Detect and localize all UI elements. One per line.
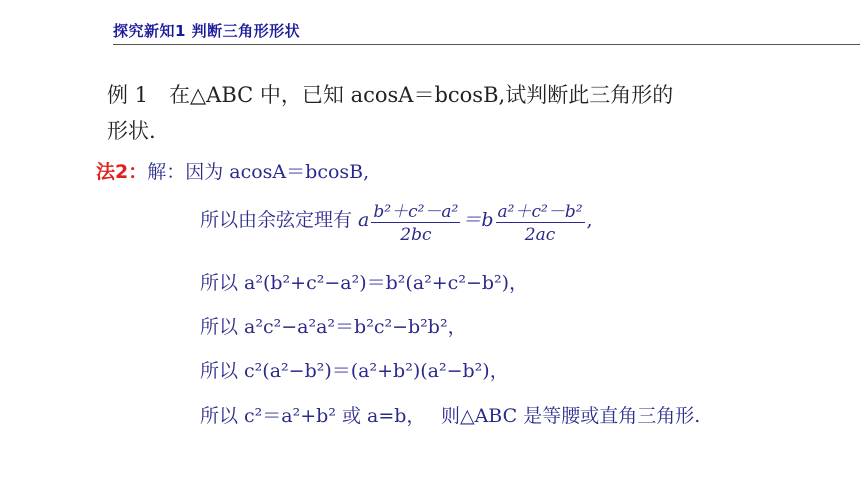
header-divider <box>113 44 860 45</box>
method-label: 法2： <box>96 161 148 183</box>
fraction-1-numerator: b²＋c²－a² <box>371 197 460 223</box>
fraction-2-numerator: a²＋c²－b² <box>496 197 585 223</box>
step1-prefix: 所以由余弦定理有 <box>200 209 359 231</box>
example-line-1: 例 1 在△ABC 中，已知 acosA＝bcosB,试判断此三角形的 <box>107 83 674 107</box>
step-3: 所以 a²c²−a²a²＝b²c²−b²b²， <box>200 316 467 338</box>
step-5-conclusion: 所以 c²＝a²+b² 或 a=b， 则△ABC 是等腰或直角三角形. <box>200 405 701 427</box>
step-4: 所以 c²(a²−b²)＝(a²+b²)(a²−b²)， <box>200 360 509 382</box>
example-problem <box>107 77 673 149</box>
fraction-2-denominator: 2ac <box>524 225 556 245</box>
step1-a: a <box>358 209 370 231</box>
step-2: 所以 a²(b²+c²−a²)＝b²(a²+c²−b²)， <box>200 272 529 294</box>
example-line-2: 形状. <box>107 119 156 143</box>
fraction-2 <box>496 197 585 245</box>
step1-suffix: , <box>586 209 593 231</box>
fraction-1-denominator: 2bc <box>400 225 432 245</box>
step-cosine-law <box>200 197 593 245</box>
method-intro <box>96 157 369 184</box>
fraction-1 <box>371 197 460 245</box>
step1-equals-b: ＝b <box>462 209 494 231</box>
method-intro-text: 解：因为 acosA＝bcosB, <box>147 161 370 183</box>
section-title: 探究新知1 判断三角形形状 <box>113 22 301 40</box>
